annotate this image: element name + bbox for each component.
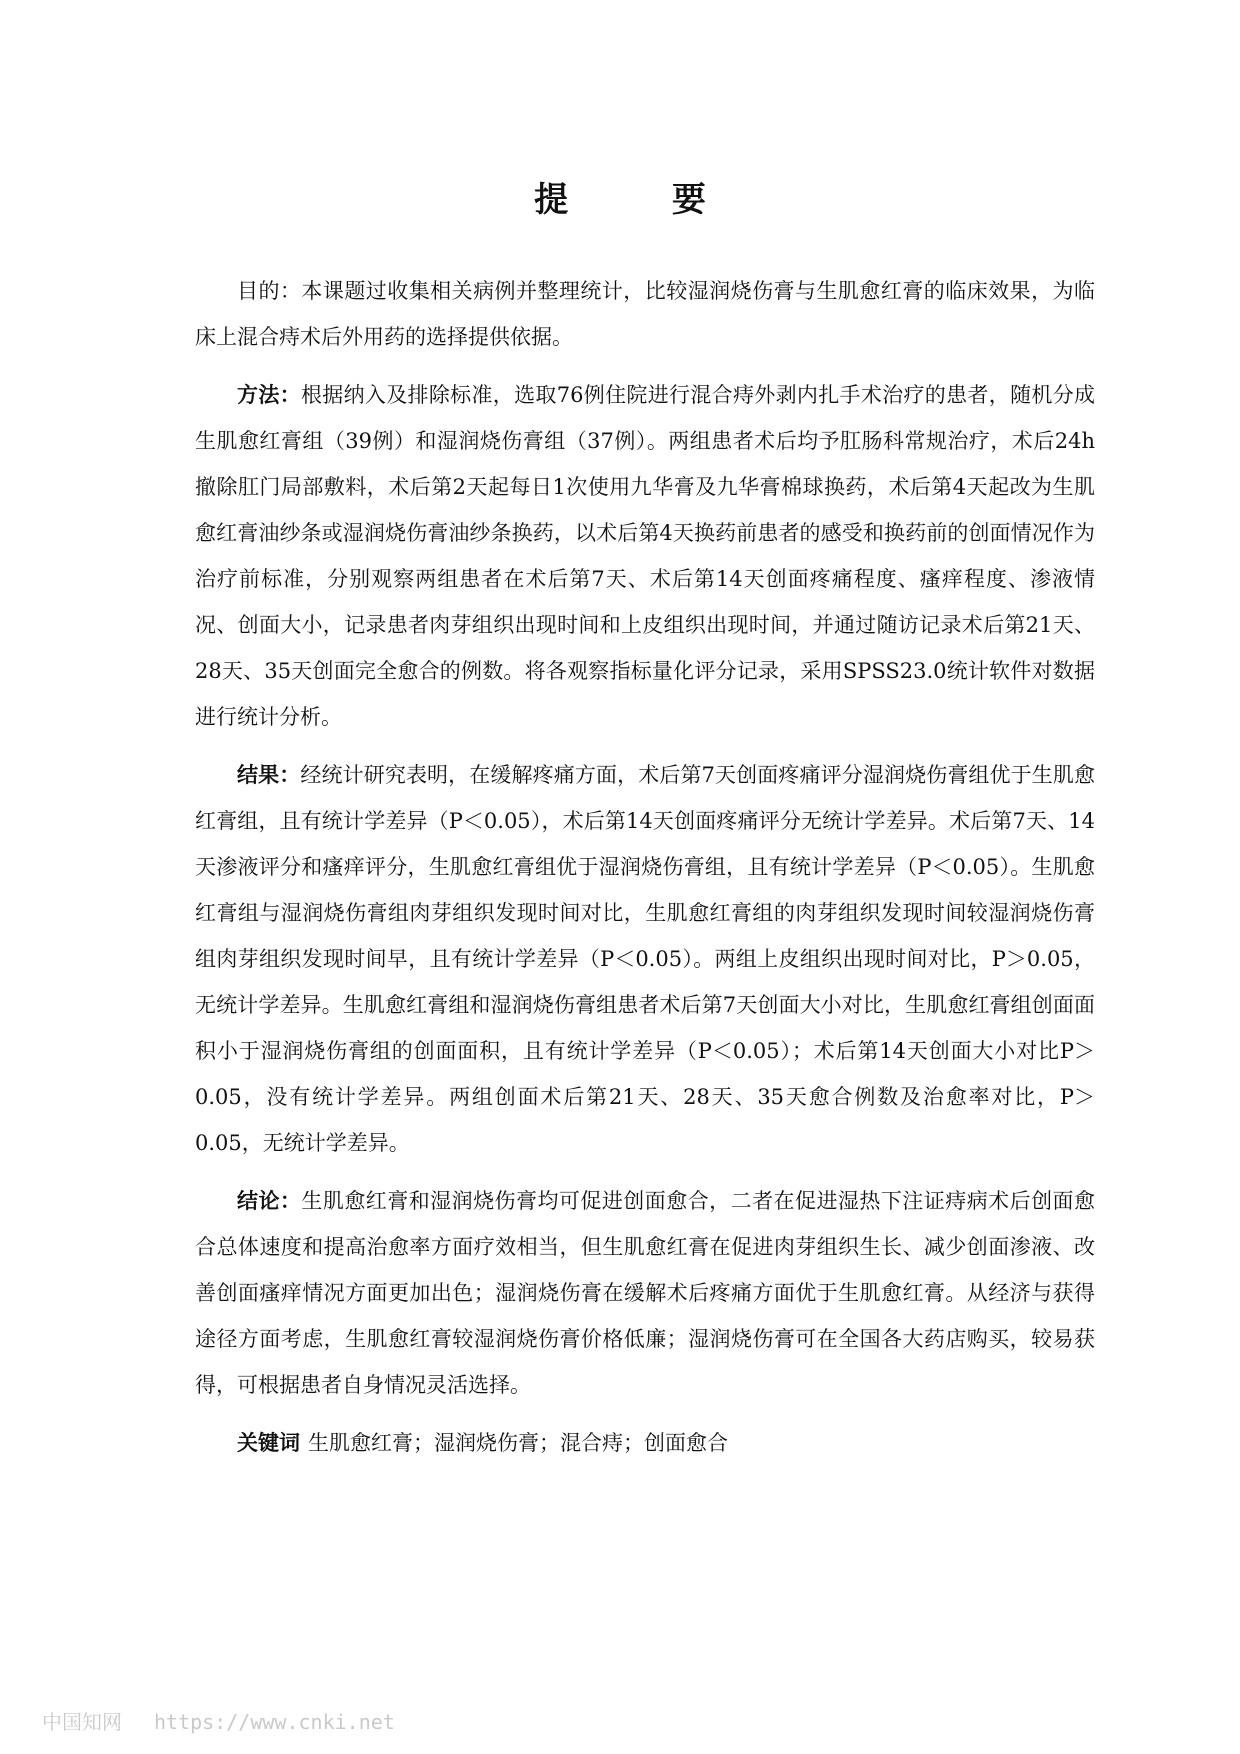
results-label: 结果： <box>237 763 301 787</box>
cnki-watermark <box>42 1706 395 1735</box>
objective-label: 目的： <box>237 279 302 303</box>
objective-text: 本课题过收集相关病例并整理统计，比较湿润烧伤膏与生肌愈红膏的临床效果，为临床上混合痔术后外用药的选择提供依据。 <box>195 279 1096 349</box>
methods-label: 方法： <box>237 383 301 407</box>
conclusion-paragraph <box>195 1178 1095 1408</box>
page-title: 提 要 <box>534 180 752 220</box>
results-paragraph <box>195 752 1095 1166</box>
conclusion-label: 结论： <box>237 1189 302 1213</box>
methods-paragraph <box>195 372 1095 740</box>
keywords-label: 关键词 <box>237 1431 300 1455</box>
conclusion-text: 生肌愈红膏和湿润烧伤膏均可促进创面愈合，二者在促进湿热下注证痔病术后创面愈合总体速度和提高治愈率方面疗效相当，但生肌愈红膏在促进肉芽组织生长、减少创面渗液、改善创面瘙痒情况方面更加出色；湿润烧伤膏在缓解术后疼痛方面优于生肌愈红膏。从经济与获得途径方面考虑，生肌愈红膏较湿润烧伤膏价格低廉；湿润烧伤膏可在全国各大药店购买，较易获得，可根据患者自身情况灵活选择。 <box>195 1189 1096 1397</box>
results-text: 经统计研究表明，在缓解疼痛方面，术后第7天创面疼痛评分湿润烧伤膏组优于生肌愈红膏组，且有统计学差异（P＜0.05），术后第14天创面疼痛评分无统计学差异。术后第7天、14天渗液评分和瘙痒评分，生肌愈红膏组优于湿润烧伤膏组，且有统计学差异（P＜0.05）。生肌愈红膏组与湿润烧伤膏组肉芽组织发现时间对比，生肌愈红膏组的肉芽组织发现时间较湿润烧伤膏组肉芽组织发现时间早，且有统计学差异（P＜0.05）。两组上皮组织出现时间对比，P＞0.05，无统计学差异。生肌愈红膏组和湿润烧伤膏组患者术后第7天创面大小对比，生肌愈红膏组创面面积小于湿润烧伤膏组的创面面积，且有统计学差异（P＜0.05）；术后第14天创面大小对比P＞0.05，没有统计学差异。两组创面术后第21天、28天、35天愈合例数及治愈率对比，P＞0.05，无统计学差异。 <box>195 763 1096 1155</box>
methods-text: 根据纳入及排除标准，选取76例住院进行混合痔外剥内扎手术治疗的患者，随机分成生肌愈红膏组（39例）和湿润烧伤膏组（37例）。两组患者术后均予肛肠科常规治疗，术后24h撤除肛门局部敷料，术后第2天起每日1次使用九华膏及九华膏棉球换药，术后第4天起改为生肌愈红膏油纱条或湿润烧伤膏油纱条换药，以术后第4天换药前患者的感受和换药前的创面情况作为治疗前标准，分别观察两组患者在术后第7天、术后第14天创面疼痛程度、瘙痒程度、渗液情况、创面大小，记录患者肉芽组织出现时间和上皮组织出现时间，并通过随访记录术后第21天、28天、35天创面完全愈合的例数。将各观察指标量化评分记录，采用SPSS23.0统计软件对数据进行统计分析。 <box>195 383 1096 729</box>
objective-paragraph <box>195 268 1095 360</box>
abstract-body <box>195 268 1095 1466</box>
keywords-line <box>195 1420 1095 1466</box>
keywords-text: 生肌愈红膏；湿润烧伤膏；混合痔；创面愈合 <box>308 1431 728 1455</box>
watermark-url: https://www.cnki.net <box>154 1710 395 1734</box>
watermark-logo: 中国知网 <box>42 1710 122 1734</box>
